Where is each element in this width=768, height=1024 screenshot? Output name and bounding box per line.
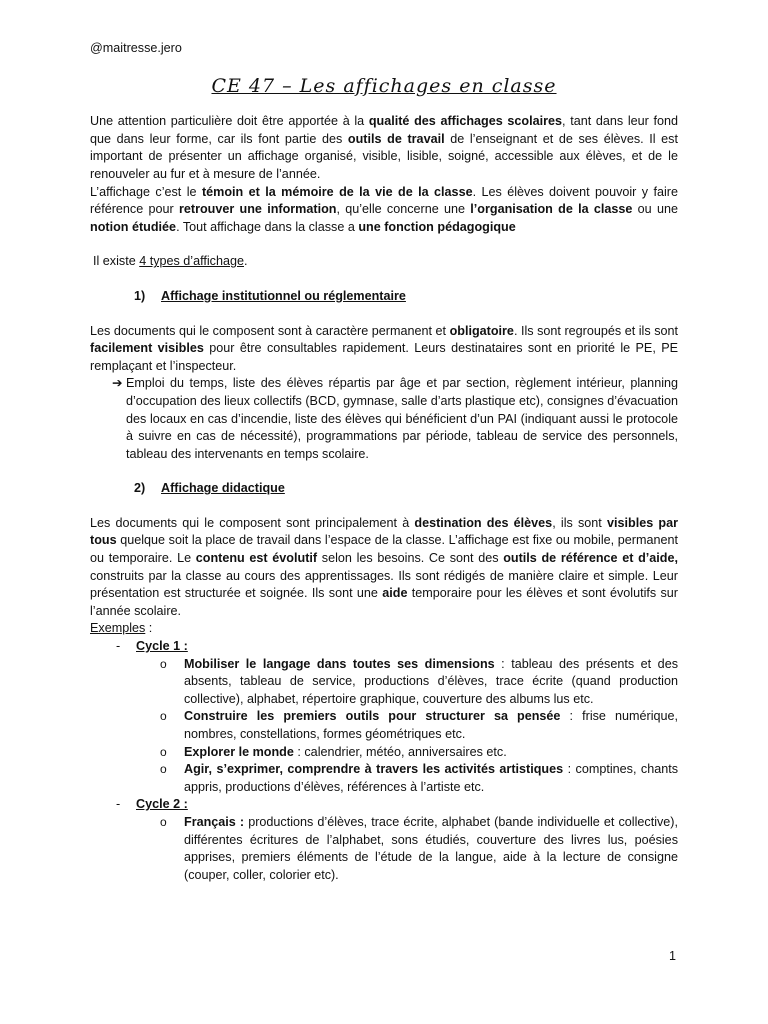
- section-1-paragraph: Les documents qui le composent sont à caractère permanent et obligatoire. Ils sont regroupés et ils sont facilement visibles pour être consultables rapidement. Leurs destinataires sont en priorité le PE, PE remplaçant et l’inspecteur.: [90, 323, 679, 373]
- cycle-2-label: - Cycle 2 :: [116, 797, 188, 812]
- arrow-right-icon: ➔: [112, 376, 123, 391]
- section-1-heading: 1) Affichage institutionnel ou réglementaire: [134, 288, 406, 303]
- intro-paragraph-1: Une attention particulière doit être apportée à la qualité des affichages scolaires, tant dans leur fond que dans leur forme, car ils font partie des outils de travail de l’enseignant et de ses élèves. Il est important de présenter un affichage organisé, visible, lisible, soigné, accessible aux élèves, et de le renouveler au fur et à mesure de l’année.: [90, 114, 679, 181]
- list-item: ➔ Emploi du temps, liste des élèves répartis par âge et par section, règlement intérieur, planning d’occupation des lieux collectifs (BCD, gymnase, salle d’arts plastique etc), consignes d’évacuation des locaux en cas d’incendie, liste des élèves qui bénéficient d’un PAI (indiquant aussi le protocole à suivre en cas de nécessité), programmations par période, tableau de service des personnels, tableau des intervenants en temps scolaire.: [112, 376, 678, 461]
- list-item: o Mobiliser le langage dans toutes ses dimensions : tableau des présents et des absents, tableau de service, productions d’élèves, trace écrite (quand production collective), alphabet, répertoire graphique, couverture des albums lus etc.: [160, 656, 678, 706]
- cycle-2-list: [90, 814, 678, 884]
- intro-paragraph-2: L’affichage c’est le témoin et la mémoire de la vie de la classe. Les élèves doivent pouvoir y faire référence pour retrouver une information, qu’elle concerne une l’organisation de la classe ou une notion étudiée. Tout affichage dans la classe a une fonction pédagogique: [90, 184, 678, 234]
- types-sentence: Il existe 4 types d’affichage.: [93, 254, 248, 269]
- list-item: o Français : productions d’élèves, trace écrite, alphabet (bande individuelle et collective), différentes écritures de l’alphabet, sons étudiés, couverture des livres lus, poésies apprises, premiers éléments de l’étude de la langue, aide à la lecture de consigne (couper, coller, colorier etc).: [160, 814, 678, 882]
- circle-bullet-icon: o: [160, 814, 167, 829]
- list-item: o Construire les premiers outils pour structurer sa pensée : frise numérique, nombres, constellations, formes géométriques etc.: [160, 709, 679, 741]
- section-2-paragraph: Les documents qui le composent sont principalement à destination des élèves, ils sont visibles par tous quelque soit la place de travail dans l’espace de la classe. L’affichage est fixe ou mobile, permanent ou temporaire. Le contenu est évolutif selon les besoins. Ce sont des outils de référence et d’aide, construits par la classe au cours des apprentissages. Ils sont rédigés de manière claire et simple. Leur présentation est structurée et soignée. Ils sont une aide temporaire pour les élèves et sont évolutifs sur l’année scolaire.: [90, 515, 679, 618]
- author-handle: @maitresse.jero: [90, 41, 182, 55]
- list-item: o Explorer le monde : calendrier, météo, anniversaires etc.: [90, 744, 678, 762]
- section-2-heading: 2) Affichage didactique: [134, 481, 285, 496]
- list-item: o Agir, s’exprimer, comprendre à travers les activités artistiques : comptines, chants appris, productions d’élèves, références à l’artiste etc.: [160, 762, 679, 794]
- cycle-1-list: [90, 656, 678, 797]
- page-title: CE 47 – Les affichages en classe: [211, 74, 557, 97]
- circle-bullet-icon: o: [160, 656, 167, 671]
- circle-bullet-icon: o: [160, 744, 167, 759]
- circle-bullet-icon: o: [160, 709, 167, 724]
- cycle-1-label: - Cycle 1 :: [116, 639, 188, 654]
- section-1-list: [90, 375, 678, 463]
- circle-bullet-icon: o: [160, 762, 167, 777]
- examples-label: Exemples :: [90, 621, 153, 636]
- page-number: 1: [668, 949, 676, 963]
